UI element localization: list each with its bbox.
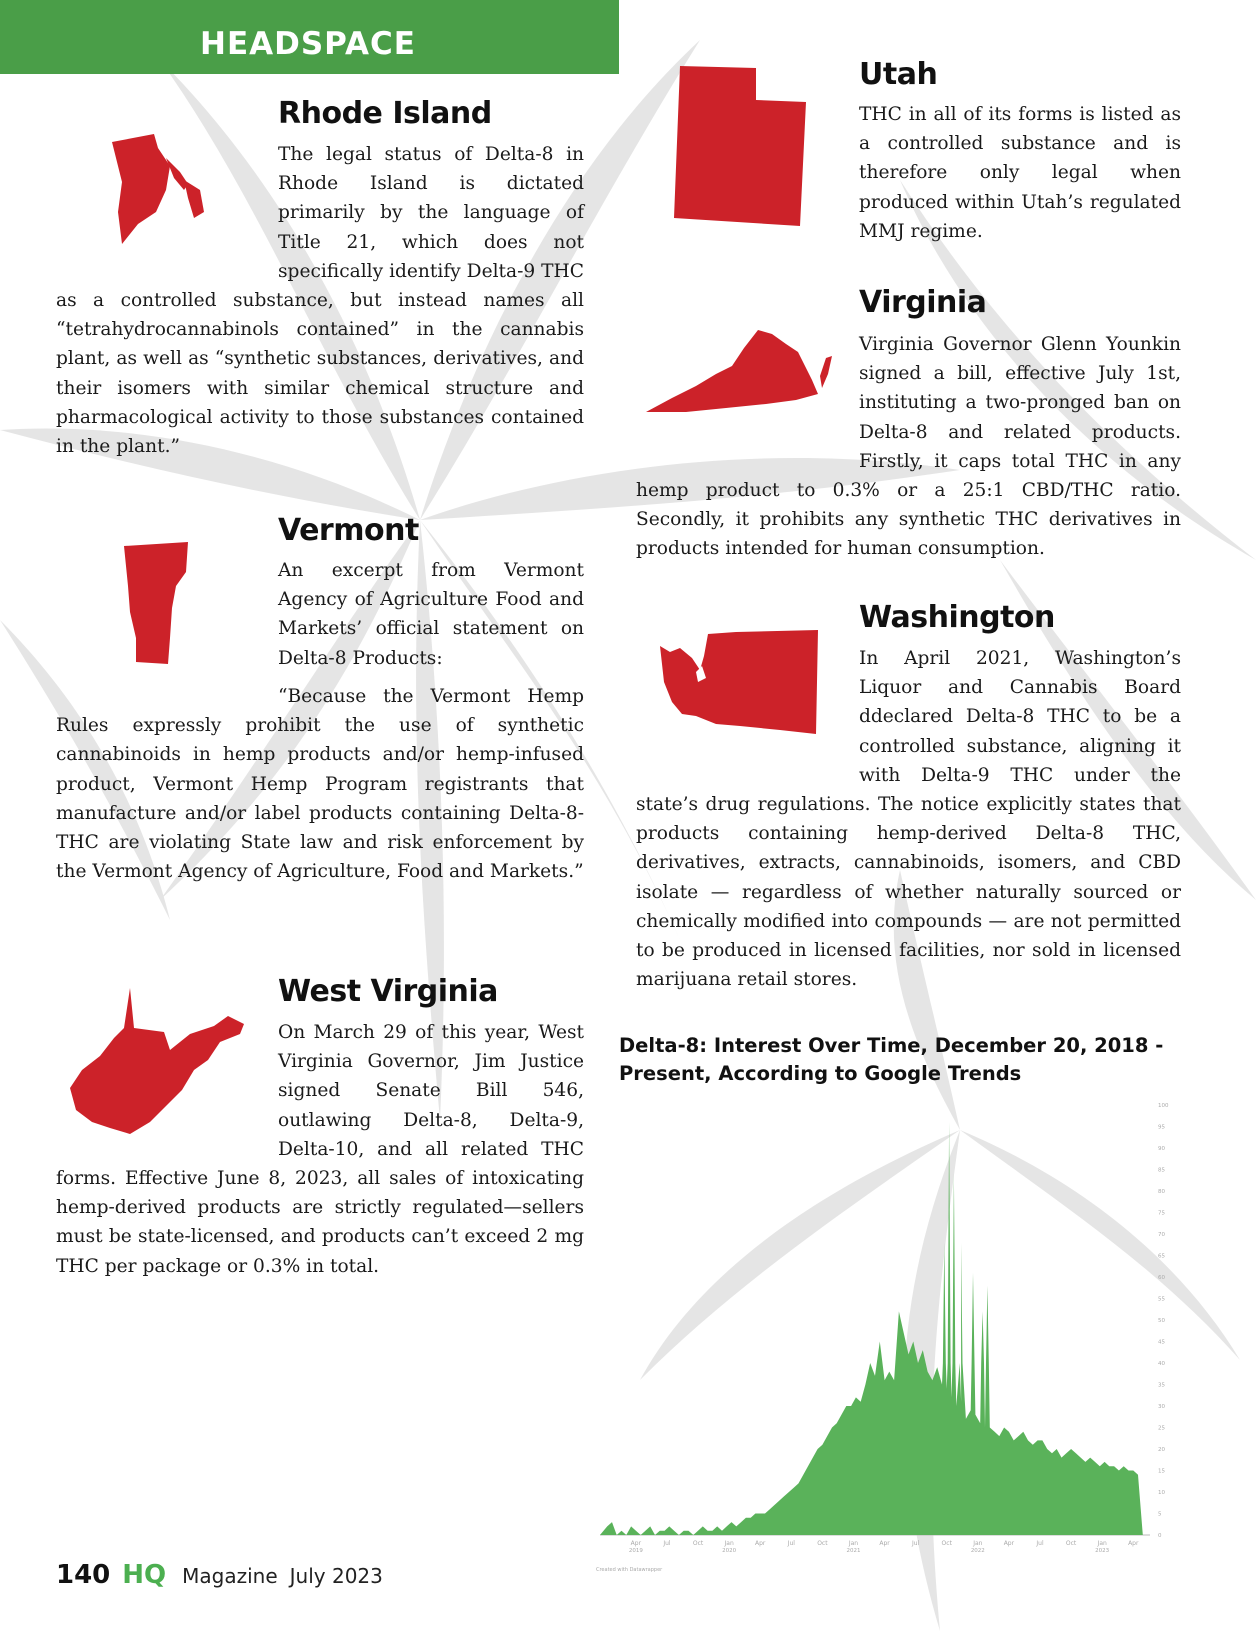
hq-logo: HQ <box>122 1560 167 1590</box>
virginia-map-icon <box>646 326 834 414</box>
page-number: 140 <box>56 1560 111 1590</box>
delta8-interest-area <box>600 1122 1143 1535</box>
virginia-body: Virginia Governor Glenn Younkin signed a bill, effective July 1st, instituting a two-pronged ban on Delta-8 and related products. Firstly, it caps total THC in any hemp product to 0.3% or a 25:1 CBD/THC ratio. Secondly, it prohibits any synthetic THC derivatives in products intended for human consumption. <box>636 334 1181 560</box>
x-tick-label: Jan <box>724 1540 734 1547</box>
vermont-body-1: An excerpt from Vermont Agency of Agriculture Food and Markets’ official statement on Delta-8 Products: <box>278 560 584 669</box>
x-tick-label: Apr <box>630 1540 642 1547</box>
utah-title: Utah <box>859 57 938 92</box>
x-tick-label: Jan <box>973 1540 983 1547</box>
vermont-body-2: “Because the Vermont Hemp Rules expressly prohibit the use of synthetic cannabinoids in hemp products and/or hemp-infused product, Vermont Hemp Program registrants that manufacture and/or label products containing Delta-8-THC are violating State law and risk enforcement by the Vermont Agency of Agriculture, Food and Markets.” <box>56 686 584 883</box>
y-tick-label: 55 <box>1158 1296 1165 1303</box>
vermont-map-icon <box>122 542 194 664</box>
x-tick-label: Jul <box>787 1540 795 1547</box>
x-tick-label: Apr <box>1128 1540 1139 1547</box>
y-tick-label: 50 <box>1158 1318 1165 1324</box>
y-tick-label: 65 <box>1158 1253 1165 1260</box>
utah-map-icon <box>674 66 808 226</box>
y-tick-label: 40 <box>1158 1361 1165 1367</box>
y-tick-label: 0 <box>1158 1533 1162 1539</box>
rhode-island-body: The legal status of Delta-8 in Rhode Island is dictated primarily by the language of Title 21, which does not specifically identify Delta-9 THC as a controlled substance, but instead names all “tetrahydrocannabinols contained” in the cannabis plant, as well as “synthetic substances, derivatives, and their isomers with similar chemical structure and pharmacological activity to those substances contained in the plant.” <box>56 144 584 458</box>
x-tick-label: Oct <box>941 1540 952 1547</box>
magazine-name: Magazine <box>182 1564 278 1588</box>
y-tick-label: 60 <box>1158 1275 1165 1281</box>
page-footer <box>56 1560 383 1590</box>
washington-map-icon <box>660 630 818 738</box>
y-tick-label: 100 <box>1158 1103 1169 1109</box>
y-tick-label: 5 <box>1158 1511 1162 1518</box>
section-label: HEADSPACE <box>200 26 416 62</box>
rhode-island-title: Rhode Island <box>278 96 492 131</box>
west-virginia-map-icon <box>70 988 250 1136</box>
y-tick-label: 80 <box>1158 1189 1165 1195</box>
y-tick-label: 10 <box>1158 1490 1165 1496</box>
x-tick-year: 2023 <box>1095 1548 1110 1554</box>
y-tick-label: 15 <box>1158 1468 1165 1475</box>
x-tick-label: Apr <box>755 1540 766 1547</box>
y-tick-label: 25 <box>1158 1425 1165 1432</box>
west-virginia-title: West Virginia <box>278 974 498 1009</box>
x-tick-label: Apr <box>879 1540 890 1547</box>
google-trends-area-chart <box>590 1095 1190 1575</box>
west-virginia-body: On March 29 of this year, West Virginia Governor, Jim Justice signed Senate Bill 546, outlawing Delta-8, Delta-9, Delta-10, and all related THC forms. Effective June 8, 2023, all sales of intoxicating hemp-derived products are strictly regulated—sellers must be state-licensed, and products can’t exceed 2 mg THC per package or 0.3% in total. <box>56 1022 584 1277</box>
x-tick-year: 2019 <box>628 1548 643 1554</box>
x-tick-year: 2021 <box>846 1548 861 1554</box>
washington-body: In April 2021, Washington’s Liquor and Cannabis Board ddeclared Delta-8 THC to be a controlled substance, aligning it with Delta-9 THC under the state’s drug regulations. The notice explicitly states that products containing hemp-derived Delta-8 THC, derivatives, extracts, cannabinoids, isomers, and CBD isolate — regardless of whether naturally sourced or chemically modified into compounds — are not permitted to be produced in licensed facilities, nor sold in licensed marijuana retail stores. <box>636 648 1181 991</box>
y-tick-label: 85 <box>1158 1167 1165 1174</box>
x-tick-label: Apr <box>1003 1540 1015 1547</box>
x-tick-year: 2022 <box>970 1548 985 1554</box>
y-tick-label: 30 <box>1158 1404 1165 1410</box>
x-tick-label: Jul <box>912 1540 920 1547</box>
y-tick-label: 90 <box>1158 1146 1165 1152</box>
washington-title: Washington <box>859 600 1055 635</box>
vermont-title: Vermont <box>278 513 419 548</box>
x-tick-label: Jul <box>1036 1540 1044 1547</box>
x-tick-label: Jan <box>848 1540 859 1547</box>
issue-date: July 2023 <box>289 1564 383 1588</box>
y-tick-label: 45 <box>1158 1339 1165 1346</box>
virginia-title: Virginia <box>859 285 987 320</box>
y-tick-label: 35 <box>1158 1382 1165 1389</box>
x-tick-year: 2020 <box>722 1548 737 1554</box>
x-tick-label: Oct <box>692 1540 704 1547</box>
y-tick-label: 75 <box>1158 1210 1165 1217</box>
y-tick-label: 20 <box>1158 1447 1165 1453</box>
x-tick-label: Jul <box>663 1540 671 1547</box>
y-tick-label: 70 <box>1158 1232 1165 1238</box>
section-header-band <box>0 0 619 74</box>
x-tick-label: Oct <box>1065 1540 1077 1547</box>
utah-body: THC in all of its forms is listed as a controlled substance and is therefore only legal when produced within Utah’s regulated MMJ regime. <box>859 104 1181 242</box>
chart-title: Delta-8: Interest Over Time, December 20, 2018 - Present, According to Google Trends <box>619 1034 1164 1085</box>
rhode-island-map-icon <box>108 132 208 244</box>
chart-credit: Created with Datawrapper <box>596 1567 663 1573</box>
x-tick-label: Oct <box>817 1540 828 1547</box>
y-tick-label: 95 <box>1158 1124 1165 1131</box>
x-tick-label: Jan <box>1097 1540 1107 1547</box>
